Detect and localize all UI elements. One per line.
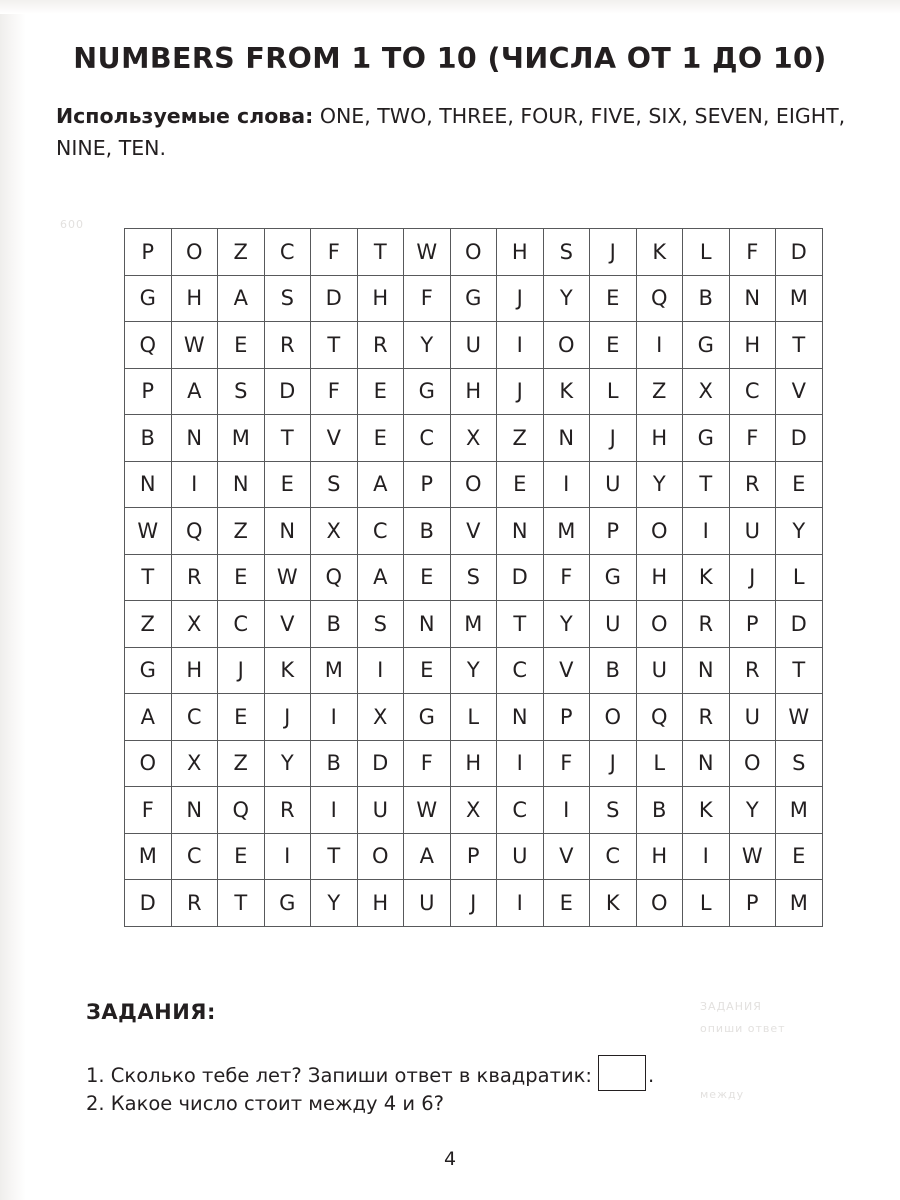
grid-cell[interactable]: O: [450, 229, 497, 276]
grid-cell[interactable]: W: [776, 694, 823, 741]
grid-cell[interactable]: M: [450, 601, 497, 648]
grid-cell[interactable]: T: [264, 415, 311, 462]
grid-cell[interactable]: R: [171, 880, 218, 927]
grid-row: [125, 322, 823, 369]
grid-cell[interactable]: T: [776, 647, 823, 694]
grid-cell[interactable]: W: [404, 229, 451, 276]
grid-cell[interactable]: R: [683, 601, 730, 648]
grid-cell[interactable]: B: [125, 415, 172, 462]
grid-cell[interactable]: G: [404, 368, 451, 415]
grid-cell[interactable]: E: [264, 461, 311, 508]
grid-cell[interactable]: E: [218, 322, 265, 369]
task-1-suffix: .: [647, 1064, 655, 1087]
grid-cell[interactable]: U: [590, 601, 637, 648]
grid-cell[interactable]: H: [171, 647, 218, 694]
grid-cell[interactable]: X: [683, 368, 730, 415]
grid-cell[interactable]: R: [264, 787, 311, 834]
grid-cell[interactable]: I: [311, 694, 358, 741]
grid-cell[interactable]: M: [311, 647, 358, 694]
grid-cell[interactable]: H: [357, 880, 404, 927]
grid-cell[interactable]: J: [590, 229, 637, 276]
grid-cell[interactable]: H: [729, 322, 776, 369]
grid-cell[interactable]: V: [776, 368, 823, 415]
grid-cell[interactable]: O: [729, 740, 776, 787]
grid-row: [125, 508, 823, 555]
grid-cell[interactable]: G: [264, 880, 311, 927]
grid-cell[interactable]: O: [450, 461, 497, 508]
grid-cell[interactable]: O: [543, 322, 590, 369]
grid-cell[interactable]: N: [264, 508, 311, 555]
grid-row: [125, 787, 823, 834]
grid-cell[interactable]: B: [404, 508, 451, 555]
grid-cell[interactable]: F: [311, 368, 358, 415]
grid-cell[interactable]: T: [497, 601, 544, 648]
grid-cell[interactable]: S: [311, 461, 358, 508]
grid-cell[interactable]: V: [543, 647, 590, 694]
grid-cell[interactable]: Z: [497, 415, 544, 462]
grid-cell[interactable]: F: [311, 229, 358, 276]
grid-cell[interactable]: N: [171, 787, 218, 834]
grid-cell[interactable]: E: [357, 415, 404, 462]
grid-cell[interactable]: M: [776, 880, 823, 927]
grid-cell[interactable]: Y: [450, 647, 497, 694]
grid-cell[interactable]: X: [171, 601, 218, 648]
grid-cell[interactable]: U: [497, 833, 544, 880]
grid-cell[interactable]: G: [683, 415, 730, 462]
grid-row: [125, 229, 823, 276]
task-item-2: 2. Какое число стоит между 4 и 6?: [86, 1092, 444, 1115]
grid-cell[interactable]: E: [776, 461, 823, 508]
grid-cell[interactable]: K: [683, 554, 730, 601]
grid-cell[interactable]: E: [404, 554, 451, 601]
grid-cell[interactable]: V: [543, 833, 590, 880]
grid-cell[interactable]: O: [636, 601, 683, 648]
grid-cell[interactable]: H: [636, 833, 683, 880]
grid-cell[interactable]: T: [357, 229, 404, 276]
grid-cell[interactable]: I: [683, 508, 730, 555]
grid-cell[interactable]: T: [218, 880, 265, 927]
grid-cell[interactable]: C: [590, 833, 637, 880]
grid-row: [125, 880, 823, 927]
ghost-text-c: опиши ответ: [700, 1022, 786, 1035]
ghost-text-a: 600: [60, 218, 84, 231]
grid-cell[interactable]: D: [776, 415, 823, 462]
grid-cell[interactable]: S: [590, 787, 637, 834]
grid-cell[interactable]: K: [264, 647, 311, 694]
grid-cell[interactable]: C: [497, 647, 544, 694]
grid-cell[interactable]: G: [404, 694, 451, 741]
grid-cell[interactable]: E: [404, 647, 451, 694]
grid-cell[interactable]: H: [636, 415, 683, 462]
grid-cell[interactable]: B: [636, 787, 683, 834]
grid-cell[interactable]: M: [218, 415, 265, 462]
grid-cell[interactable]: Y: [264, 740, 311, 787]
grid-cell[interactable]: Z: [218, 740, 265, 787]
grid-cell[interactable]: R: [729, 647, 776, 694]
grid-cell[interactable]: K: [683, 787, 730, 834]
answer-box[interactable]: [598, 1055, 646, 1091]
grid-cell[interactable]: K: [543, 368, 590, 415]
grid-cell[interactable]: O: [171, 229, 218, 276]
grid-cell[interactable]: C: [357, 508, 404, 555]
grid-cell[interactable]: T: [125, 554, 172, 601]
grid-cell[interactable]: I: [543, 461, 590, 508]
grid-cell[interactable]: G: [590, 554, 637, 601]
grid-cell[interactable]: E: [590, 275, 637, 322]
scan-edge-left: [0, 0, 26, 1200]
grid-row: [125, 415, 823, 462]
grid-cell[interactable]: A: [171, 368, 218, 415]
grid-cell[interactable]: H: [450, 368, 497, 415]
grid-cell[interactable]: H: [450, 740, 497, 787]
grid-cell[interactable]: I: [636, 322, 683, 369]
grid-cell[interactable]: D: [125, 880, 172, 927]
grid-cell[interactable]: P: [729, 601, 776, 648]
grid-cell[interactable]: X: [450, 787, 497, 834]
grid-cell[interactable]: J: [590, 415, 637, 462]
grid-cell[interactable]: X: [357, 694, 404, 741]
grid-cell[interactable]: G: [450, 275, 497, 322]
grid-cell[interactable]: I: [171, 461, 218, 508]
grid-cell[interactable]: I: [357, 647, 404, 694]
page-title: NUMBERS FROM 1 TO 10 (ЧИСЛА ОТ 1 ДО 10): [73, 42, 827, 75]
grid-cell[interactable]: I: [683, 833, 730, 880]
grid-cell[interactable]: T: [776, 322, 823, 369]
grid-cell[interactable]: R: [264, 322, 311, 369]
grid-cell[interactable]: R: [729, 461, 776, 508]
grid-cell[interactable]: Q: [311, 554, 358, 601]
grid-cell[interactable]: S: [218, 368, 265, 415]
grid-cell[interactable]: O: [636, 880, 683, 927]
grid-cell[interactable]: N: [497, 508, 544, 555]
grid-cell[interactable]: G: [125, 275, 172, 322]
grid-cell[interactable]: J: [497, 275, 544, 322]
grid-cell[interactable]: Q: [636, 694, 683, 741]
grid-row: [125, 647, 823, 694]
grid-cell[interactable]: E: [590, 322, 637, 369]
letter-grid-table: [124, 228, 823, 927]
task-1-text: 1. Сколько тебе лет? Запиши ответ в квадратик:: [86, 1064, 592, 1087]
grid-cell[interactable]: I: [497, 880, 544, 927]
grid-cell[interactable]: A: [125, 694, 172, 741]
grid-cell[interactable]: A: [357, 554, 404, 601]
grid-cell[interactable]: A: [218, 275, 265, 322]
grid-cell[interactable]: E: [357, 368, 404, 415]
grid-cell[interactable]: W: [729, 833, 776, 880]
grid-cell[interactable]: E: [218, 554, 265, 601]
grid-cell[interactable]: J: [264, 694, 311, 741]
grid-cell[interactable]: P: [543, 694, 590, 741]
page-number: 4: [443, 1148, 457, 1170]
grid-cell[interactable]: Y: [543, 275, 590, 322]
grid-cell[interactable]: Y: [729, 787, 776, 834]
grid-cell[interactable]: D: [776, 229, 823, 276]
task-item-1: [86, 1055, 654, 1091]
grid-cell[interactable]: P: [404, 461, 451, 508]
grid-cell[interactable]: Y: [404, 322, 451, 369]
grid-cell[interactable]: H: [497, 229, 544, 276]
grid-cell[interactable]: U: [404, 880, 451, 927]
grid-cell[interactable]: P: [450, 833, 497, 880]
grid-cell[interactable]: E: [218, 694, 265, 741]
grid-cell[interactable]: E: [543, 880, 590, 927]
grid-cell[interactable]: H: [357, 275, 404, 322]
grid-cell[interactable]: N: [683, 647, 730, 694]
grid-cell[interactable]: M: [776, 787, 823, 834]
grid-cell[interactable]: C: [729, 368, 776, 415]
grid-cell[interactable]: W: [264, 554, 311, 601]
grid-row: [125, 740, 823, 787]
grid-cell[interactable]: R: [171, 554, 218, 601]
grid-cell[interactable]: J: [590, 740, 637, 787]
grid-cell[interactable]: Z: [125, 601, 172, 648]
grid-cell[interactable]: B: [590, 647, 637, 694]
grid-cell[interactable]: I: [264, 833, 311, 880]
grid-cell[interactable]: B: [683, 275, 730, 322]
grid-cell[interactable]: E: [776, 833, 823, 880]
grid-cell[interactable]: B: [311, 740, 358, 787]
grid-cell[interactable]: Q: [636, 275, 683, 322]
grid-cell[interactable]: C: [218, 601, 265, 648]
word-search-grid: [124, 228, 823, 927]
grid-cell[interactable]: A: [357, 461, 404, 508]
grid-cell[interactable]: G: [125, 647, 172, 694]
tasks-heading: ЗАДАНИЯ:: [86, 1000, 216, 1024]
grid-cell[interactable]: N: [497, 694, 544, 741]
grid-cell[interactable]: T: [311, 833, 358, 880]
grid-cell[interactable]: O: [357, 833, 404, 880]
grid-cell[interactable]: I: [543, 787, 590, 834]
grid-cell[interactable]: U: [357, 787, 404, 834]
grid-cell[interactable]: Z: [218, 229, 265, 276]
grid-cell[interactable]: M: [543, 508, 590, 555]
grid-cell[interactable]: S: [450, 554, 497, 601]
grid-cell[interactable]: K: [636, 229, 683, 276]
grid-cell[interactable]: Y: [543, 601, 590, 648]
grid-cell[interactable]: N: [218, 461, 265, 508]
grid-cell[interactable]: C: [497, 787, 544, 834]
grid-cell[interactable]: D: [311, 275, 358, 322]
grid-cell[interactable]: S: [543, 229, 590, 276]
grid-cell[interactable]: J: [497, 368, 544, 415]
grid-row: [125, 554, 823, 601]
grid-cell[interactable]: T: [311, 322, 358, 369]
grid-cell[interactable]: F: [125, 787, 172, 834]
grid-cell[interactable]: D: [497, 554, 544, 601]
grid-cell[interactable]: Z: [218, 508, 265, 555]
grid-cell[interactable]: M: [776, 275, 823, 322]
grid-cell[interactable]: Y: [636, 461, 683, 508]
grid-cell[interactable]: Q: [125, 322, 172, 369]
grid-cell[interactable]: U: [729, 694, 776, 741]
grid-cell[interactable]: O: [125, 740, 172, 787]
grid-row: [125, 461, 823, 508]
grid-cell[interactable]: W: [171, 322, 218, 369]
grid-cell[interactable]: I: [497, 740, 544, 787]
ghost-text-d: между: [700, 1088, 745, 1101]
grid-cell[interactable]: S: [357, 601, 404, 648]
grid-row: [125, 833, 823, 880]
grid-cell[interactable]: S: [264, 275, 311, 322]
grid-cell[interactable]: L: [683, 229, 730, 276]
grid-row: [125, 275, 823, 322]
grid-cell[interactable]: N: [404, 601, 451, 648]
grid-cell[interactable]: V: [311, 415, 358, 462]
grid-cell[interactable]: P: [125, 368, 172, 415]
grid-cell[interactable]: U: [450, 322, 497, 369]
grid-cell[interactable]: H: [636, 554, 683, 601]
grid-cell[interactable]: F: [404, 740, 451, 787]
grid-cell[interactable]: Y: [776, 508, 823, 555]
grid-cell[interactable]: J: [218, 647, 265, 694]
grid-cell[interactable]: X: [171, 740, 218, 787]
grid-cell[interactable]: I: [497, 322, 544, 369]
grid-cell[interactable]: G: [683, 322, 730, 369]
grid-cell[interactable]: K: [590, 880, 637, 927]
grid-cell[interactable]: Z: [636, 368, 683, 415]
grid-row: [125, 694, 823, 741]
grid-cell[interactable]: F: [729, 415, 776, 462]
grid-cell[interactable]: O: [636, 508, 683, 555]
grid-cell[interactable]: B: [311, 601, 358, 648]
grid-cell[interactable]: Q: [171, 508, 218, 555]
grid-cell[interactable]: N: [171, 415, 218, 462]
grid-cell[interactable]: F: [729, 229, 776, 276]
grid-cell[interactable]: R: [683, 694, 730, 741]
grid-cell[interactable]: O: [590, 694, 637, 741]
grid-cell[interactable]: L: [590, 368, 637, 415]
grid-cell[interactable]: T: [683, 461, 730, 508]
grid-cell[interactable]: L: [776, 554, 823, 601]
grid-cell[interactable]: V: [264, 601, 311, 648]
word-list-label: Используемые слова:: [56, 104, 314, 128]
grid-cell[interactable]: W: [125, 508, 172, 555]
ghost-text-b: ЗАДАНИЯ: [700, 1000, 762, 1013]
grid-cell[interactable]: M: [125, 833, 172, 880]
grid-cell[interactable]: U: [590, 461, 637, 508]
grid-cell[interactable]: L: [636, 740, 683, 787]
grid-cell[interactable]: D: [264, 368, 311, 415]
grid-cell[interactable]: D: [776, 601, 823, 648]
grid-cell[interactable]: U: [729, 508, 776, 555]
grid-cell[interactable]: W: [404, 787, 451, 834]
grid-cell[interactable]: E: [497, 461, 544, 508]
grid-cell[interactable]: R: [357, 322, 404, 369]
grid-cell[interactable]: E: [218, 833, 265, 880]
grid-cell[interactable]: C: [171, 694, 218, 741]
grid-cell[interactable]: J: [729, 554, 776, 601]
scan-edge-top: [0, 0, 900, 14]
grid-cell[interactable]: L: [450, 694, 497, 741]
grid-cell[interactable]: J: [450, 880, 497, 927]
grid-cell[interactable]: A: [404, 833, 451, 880]
grid-cell[interactable]: P: [590, 508, 637, 555]
grid-cell[interactable]: H: [171, 275, 218, 322]
grid-cell[interactable]: C: [404, 415, 451, 462]
grid-cell[interactable]: D: [357, 740, 404, 787]
grid-cell[interactable]: N: [683, 740, 730, 787]
grid-cell[interactable]: Q: [218, 787, 265, 834]
grid-cell[interactable]: S: [776, 740, 823, 787]
grid-cell[interactable]: C: [264, 229, 311, 276]
grid-cell[interactable]: U: [636, 647, 683, 694]
word-list: [56, 100, 856, 164]
grid-cell[interactable]: N: [729, 275, 776, 322]
grid-cell[interactable]: P: [125, 229, 172, 276]
grid-row: [125, 601, 823, 648]
grid-row: [125, 368, 823, 415]
grid-cell[interactable]: L: [683, 880, 730, 927]
word-list-words: ONE, TWO, THREE, FOUR, FIVE, SIX, SEVEN, EIGHT, NINE, TEN.: [56, 104, 846, 160]
grid-cell[interactable]: N: [125, 461, 172, 508]
grid-cell[interactable]: F: [404, 275, 451, 322]
grid-cell[interactable]: P: [729, 880, 776, 927]
grid-cell[interactable]: F: [543, 554, 590, 601]
grid-cell[interactable]: F: [543, 740, 590, 787]
grid-cell[interactable]: Y: [311, 880, 358, 927]
grid-cell[interactable]: X: [450, 415, 497, 462]
grid-cell[interactable]: X: [311, 508, 358, 555]
grid-cell[interactable]: N: [543, 415, 590, 462]
grid-cell[interactable]: V: [450, 508, 497, 555]
grid-cell[interactable]: I: [311, 787, 358, 834]
grid-cell[interactable]: C: [171, 833, 218, 880]
